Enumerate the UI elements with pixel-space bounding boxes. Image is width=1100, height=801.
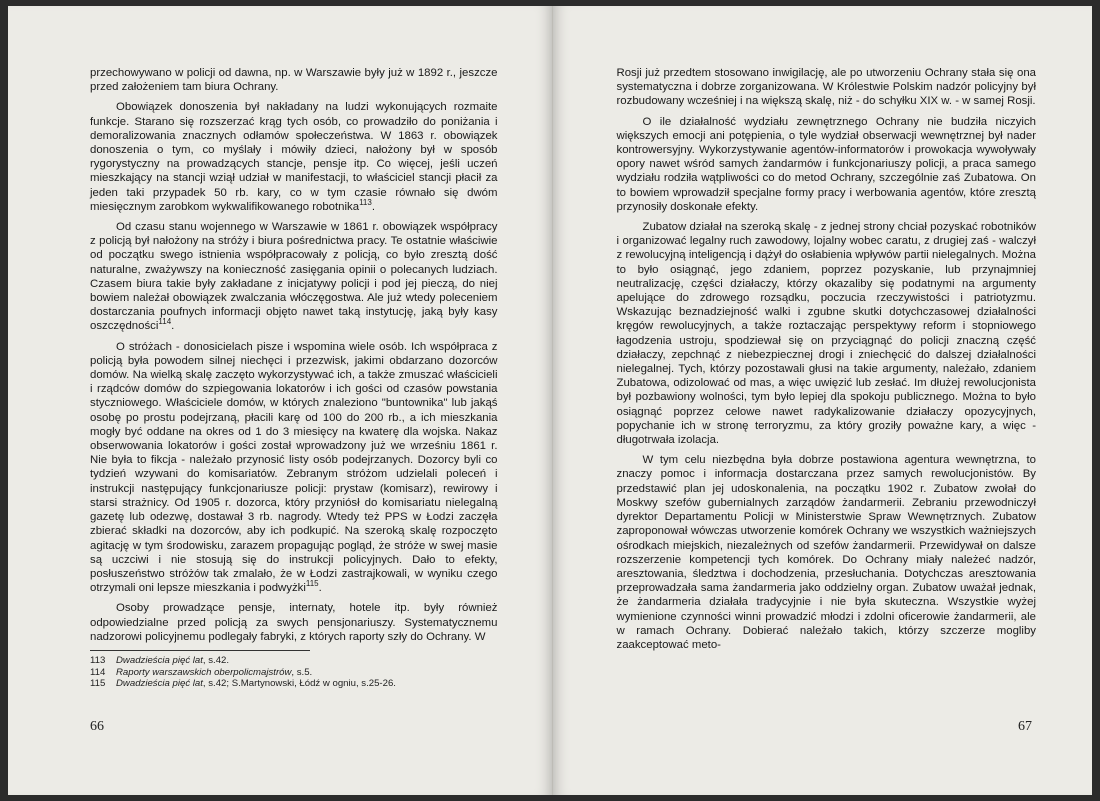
footnote-number: 113 (90, 654, 106, 666)
left-paragraph-2: Obowiązek donoszenia był nakładany na ludzi wykonujących rozmaite funkcje. Starano się rozszerzać krąg tych osób, co prowadziło do poniżania i demoralizowania znacznych odłamów społeczeństwa. W 1863 r. obowiązek donoszenia o tym, co myślały i mówiły dzieci, nałożony był w sposób rygorystyczny na prowadzących stancje, pensje itp. Co więcej, jeśli uczeń mieszkający na stancji wziął udział w manifestacji, to właściciel stancji płacił za jeden taki przypadek 50 rb. kary, co w tym czasie równało się dwóm miesięcznym zarobkom wykwalifikowanego robotnika$^{113}$. (90, 101, 498, 213)
footnote-115 (90, 678, 498, 690)
left-paragraph-3: Od czasu stanu wojennego w Warszawie w 1861 r. obowiązek współpracy z policją był nałożony na stróży i biura pośrednictwa pracy. Te ostatnie właściwie od początku swego istnienia współpracowały z policją, co było zresztą dość naturalne, zważywszy na konieczność zasięgania opinii o polecanych ludziach. Czasem biura takie były zakładane z inicjatywy policji i pod jej pieczą, do niej bowiem należał obowiązek zwalczania włóczęgostwa. Ale już wtedy poleceniem dostarczania poufnych informacji objęto nawet taką instytucję, jaką były kasy oszczędności$^{114}$. (90, 221, 498, 333)
footnote-text: Dwadzieścia pięć lat, s.42; S.Martynowski, Łódź w ogniu, s.25-26. (116, 678, 396, 690)
footnote-number: 114 (90, 666, 106, 678)
footnote-ref-113: 113 (359, 198, 372, 208)
left-body-text (90, 66, 498, 644)
right-paragraph-3: Zubatow działał na szeroką skalę - z jednej strony chciał pozyskać robotników i organizować legalny ruch zawodowy, lojalny wobec caratu, z drugiej zaś - walczył z rewolucyjną inteligencją i dążył do osłabienia wpływów partii nielegalnych. Można to było osiągnąć, jego zdaniem, poprzez pozyskanie, lub przynajmniej neutralizację, części działaczy, którzy okazaliby się podatnymi na argumenty apelujące do zdrowego rozsądku, poczucia rzeczywistości i patriotyzmu. Wskazując beznadziejność walki i zgubne skutki dotychczasowej działalności kręgów rewolucyjnych, a także roztaczając perspektywy reform i stopniowego łagodzenia ustroju, spodziewał się on przyciągnąć do policji znaczną część działaczy, zepchnąć z niebezpiecznej drogi i zniechęcić do dalszej działalności nielegalnej. Tych, którzy pozostawali głusi na takie argumenty, należało, zdaniem Zubatowa, odizolować od mas, a więc uwięzić lub zesłać. Im dłużej rewolucjonista był pozbawiony wolności, tym było lepiej dla spokoju publicznego. Można to było osiągnąć poprzez celowe nawet radykalizowanie działaczy opozycyjnych, popychanie ich w stronę terroryzmu, za który groziły poważne kary, a więc - długotrwała izolacja. (616, 221, 1036, 447)
footnote-text: Dwadzieścia pięć lat, s.42. (116, 654, 230, 666)
page-number-right: 67 (1018, 719, 1032, 734)
footnote-ref-114: 114 (158, 317, 172, 327)
footnote-rule (90, 650, 310, 651)
right-paragraph-2: O ile działalność wydziału zewnętrznego Ochrany nie budziła niczyich większych emocji ani potępienia, o tyle wydział obserwacji wewnętrznej był nader kontrowersyjny. Wykorzystywanie agentów-informatorów i prowokacja wywoływały opory nawet wśród samych żandarmów i funkcjonariuszy policji, a praca samego wydziału rodziła wątpliwości co do metod Ochrany, szczególnie zaś Zubatowa. On to bowiem wprowadził specjalne formy pracy i werbowania agentów, które zresztą przynosiły doskonałe efekty. (616, 115, 1036, 213)
page-number-left: 66 (90, 719, 104, 734)
left-page (8, 6, 552, 795)
left-paragraph-4: O stróżach - donosicielach pisze i wspomina wiele osób. Ich współpraca z policją była powodem silnej niechęci i przezwisk, jakimi obdarzano dozorców domów. Na wielką skalę zaczęto wykorzystywać ich, a także zmuszać właścicieli i rządców domów do szpiegowania lokatorów i ich gości od czasów powstania styczniowego. Właściciele domów, w których znaleziono "buntownika" lub jakąś osobę po prostu podejrzaną, płacili karę od 100 do 200 rb., a ich mieszkania mogły być oddane na okres od 1 do 3 miesięcy na kwaterę dla wojska. Nakaz obserwowania lokatorów i gości został wprowadzony już we wrześniu 1861 r. Nie była to fikcja - należało przynosić listy osób podejrzanych. Dozorcy byli co tydzień wzywani do komisariatów. Zebranym stróżom udzielali poleceń i instrukcji następujący funkcjonariusze policji: prystaw (komisarz), rewirowy i starsi strażnicy. Od 1905 r. dozorca, który przyniósł do komisariatu nielegalną gazetę lub odezwę, dostawał 3 rb. nagrody. Wtedy też PPS w Łodzi zaczęła zbierać składki na dozorców, aby ich podkupić. Na szeroką skalę rozpoczęto agitację w tym środowisku, zarazem propagując pogląd, że stróże w swej masie są uczciwi i nie stosują się do instrukcji policyjnych. Dało to efekty, posłuszeństwo stróżów tak zmalało, że w Łodzi zastrajkowali, w wyniku czego otrzymali oni lepsze mieszkania i podwyżki$^{115}$. (90, 340, 498, 595)
footnote-ref-115: 115 (305, 579, 319, 589)
right-paragraph-1: Rosji już przedtem stosowano inwigilację, ale po utworzeniu Ochrany stała się ona systematyczna i dobrze zorganizowana. W Królestwie Polskim nadzór policyjny był rozbudowany wcześniej i na większą skalę, niż - do schyłku XIX w. - w samej Rosji. (616, 67, 1036, 108)
left-paragraph-5: Osoby prowadzące pensje, internaty, hotele itp. były również odpowiedzialne przed policją za swych pensjonariuszy. Systematycznemu nadzorowi policyjnemu podlegały fabryki, z których raporty szły do Ochrany. W (90, 602, 498, 643)
right-paragraph-4: W tym celu niezbędna była dobrze postawiona agentura wewnętrzna, to znaczy pomoc i informacja dostarczana przez samych rewolucjonistów. By przedstawić plan jej udoskonalenia, na początku 1902 r. Zubatow zwołał do Moskwy szefów gubernialnych zarządów żandarmerii. Zebraniu przewodniczył dyrektor Departamentu Policji w Ministerstwie Spraw Wewnętrznych. Zubatow zaproponował wówczas utworzenie komórek Ochrany we wszystkich ważniejszych ośrodkach miejskich, niezależnych od szefów żandarmerii. Przewidywał on dalsze rozszerzenie kompetencji tych komórek. Do Ochrany miały należeć nadzór, aresztowania, śledztwa i dochodzenia, przesłuchania. Dotychczas aresztowania przeprowadzała sama żandarmeria jako oddzielny organ. Zubatow uważał jednak, że żandarmeria działała tradycyjnie i nie była skuteczna. Wszystkie wyżej wymienione czynności winni prowadzić młodzi i zdolni oficerowie żandarmerii, ale w ramach Ochrany. Dobierać należało takich, którzy szczerze mogliby zaakceptować meto- (616, 454, 1036, 651)
footnote-114 (90, 667, 498, 679)
footnotes (90, 655, 498, 690)
right-page (553, 6, 1093, 795)
book-spread (8, 6, 1092, 795)
footnote-text: Raporty warszawskich oberpolicmajstrów, s.5. (116, 666, 313, 678)
footnote-number: 115 (90, 678, 106, 690)
right-body-text (617, 66, 1037, 652)
footnote-113 (90, 655, 498, 667)
left-paragraph-1: przechowywano w policji od dawna, np. w Warszawie były już w 1892 r., jeszcze przed założeniem tam biura Ochrany. (90, 67, 498, 94)
